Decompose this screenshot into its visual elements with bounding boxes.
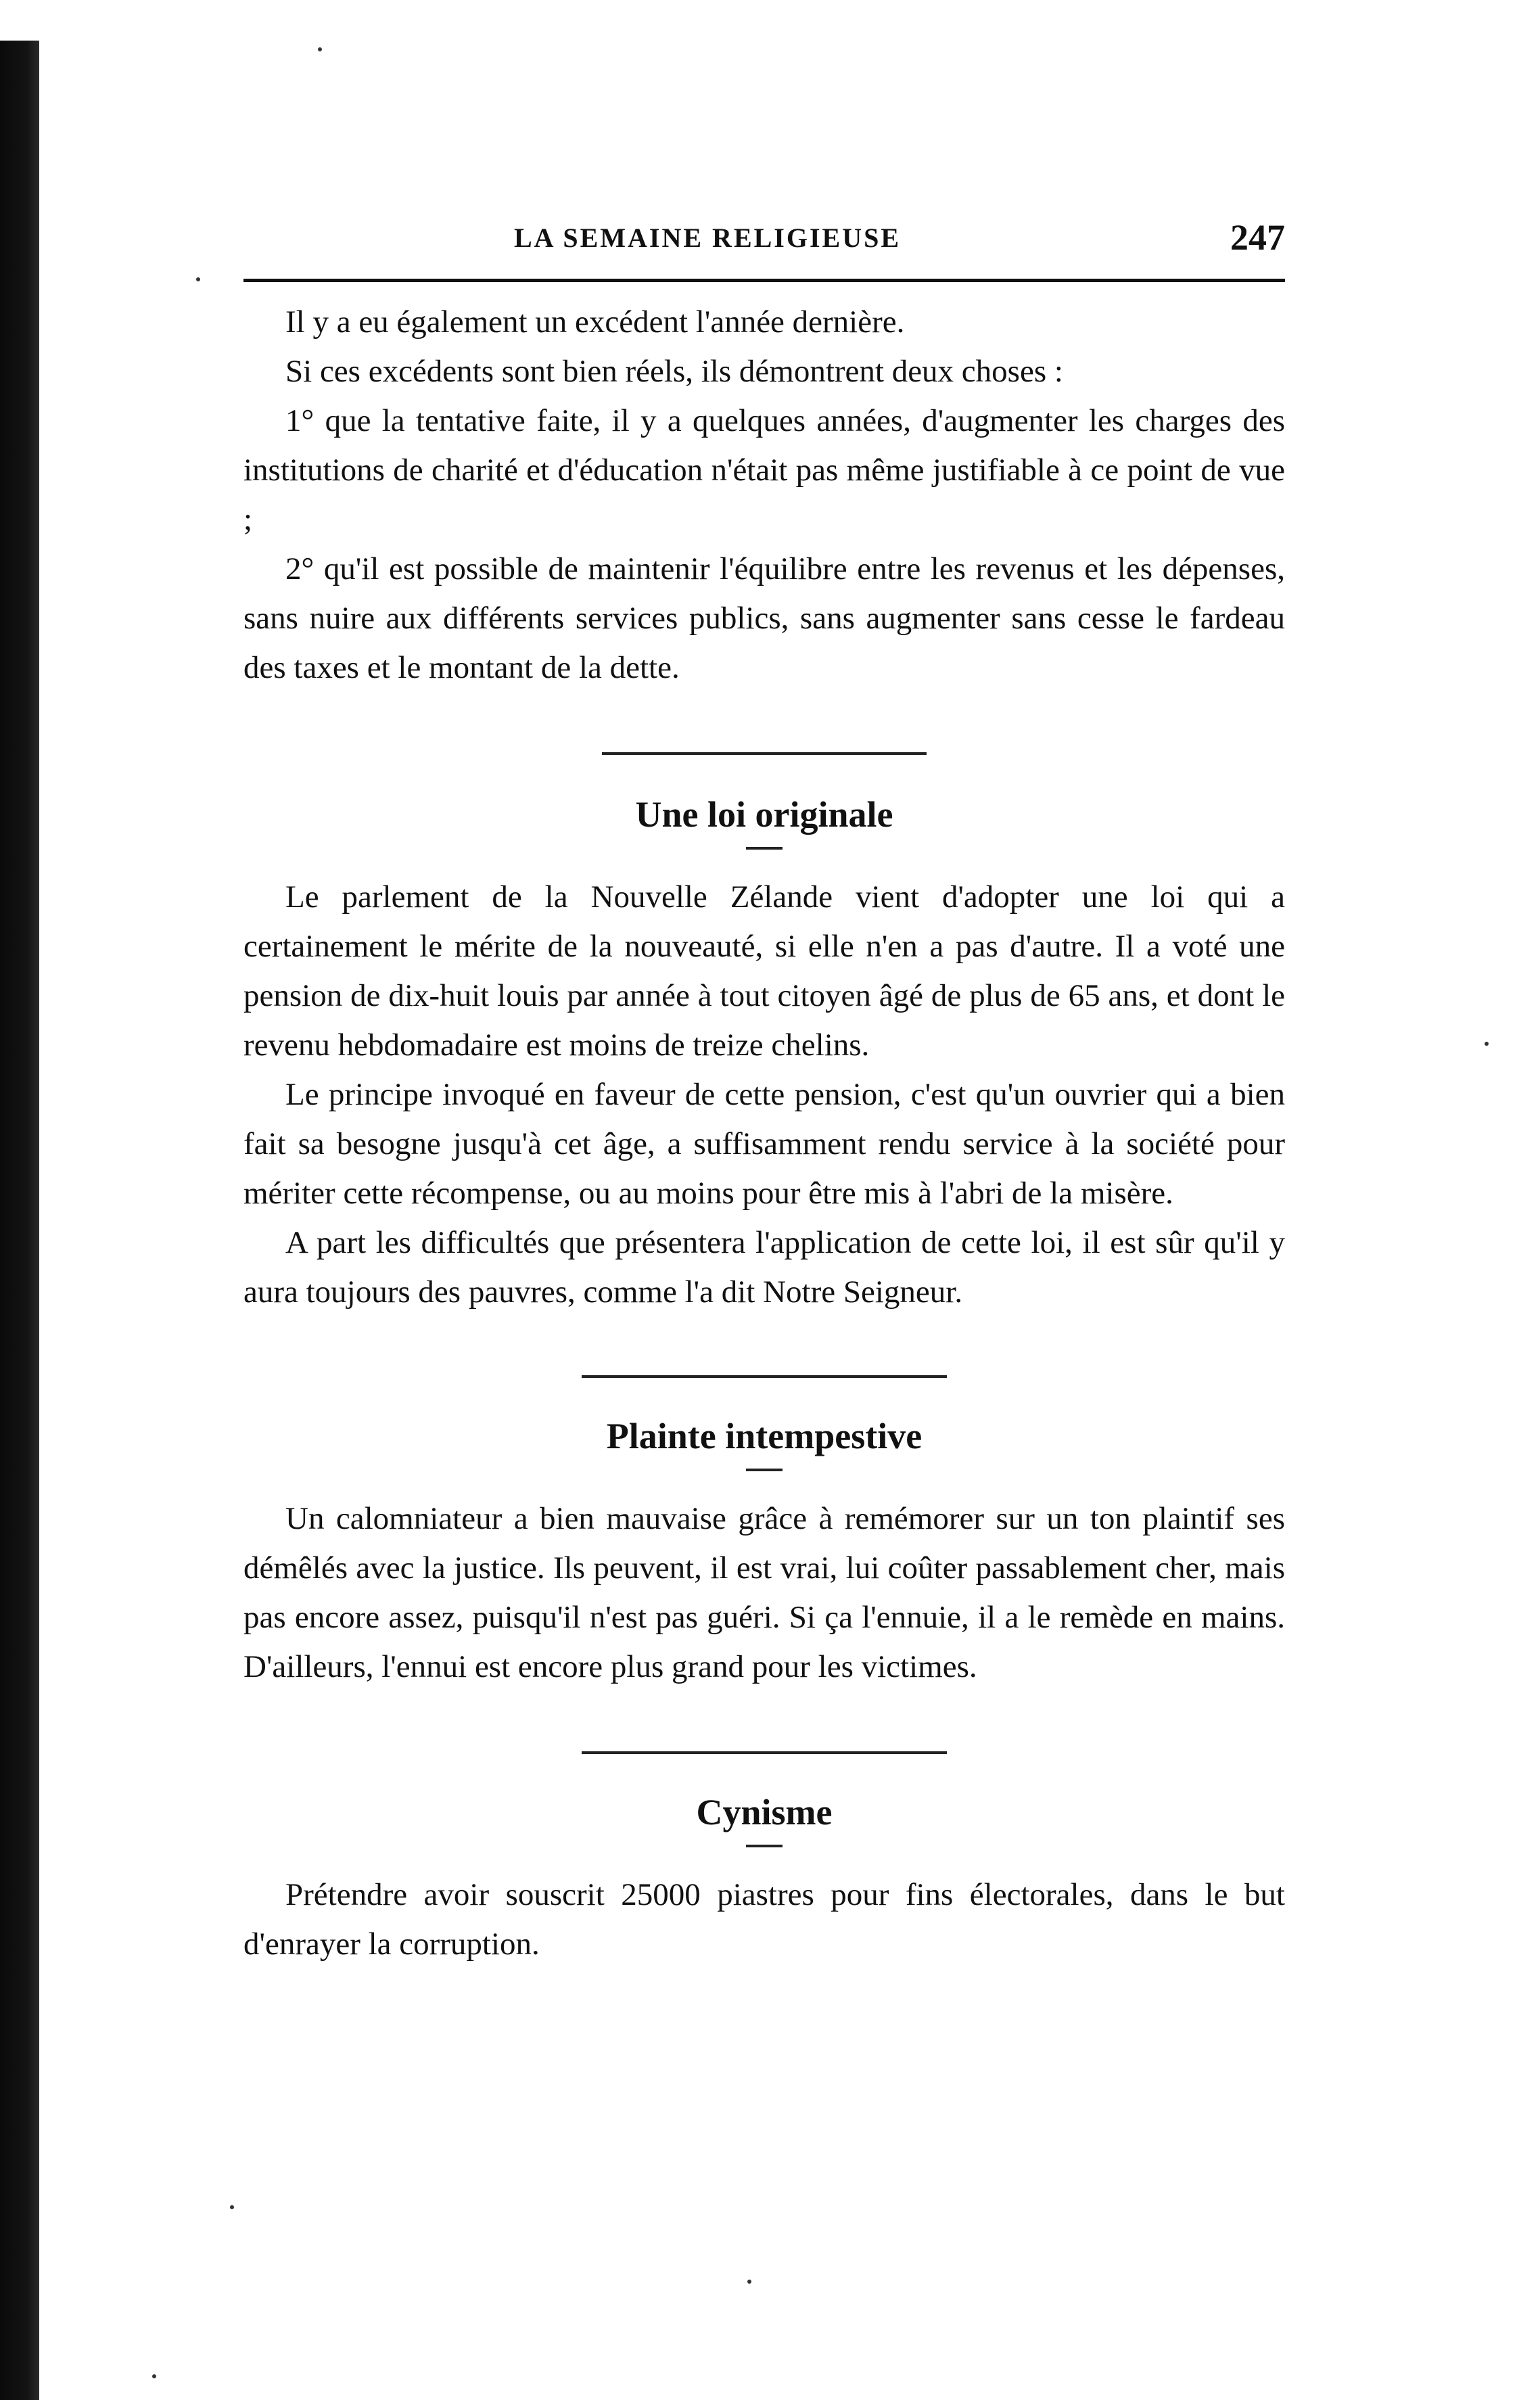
article-paragraph: A part les difficultés que présentera l'application de cette loi, il est sûr qu'il y aura toujours des pauvres, comme l'a dit Notre Seigneur. <box>243 1225 1285 1310</box>
article-paragraph: Prétendre avoir souscrit 25000 piastres pour fins électorales, dans le but d'enrayer la corruption. <box>243 1877 1285 1962</box>
section-title: Une loi originale <box>635 794 893 835</box>
running-header <box>243 216 1285 271</box>
scan-speck <box>318 47 322 51</box>
scan-speck <box>747 2280 751 2284</box>
header-rule <box>243 279 1285 282</box>
intro-paragraph: Il y a eu également un excédent l'année dernière. <box>285 304 905 340</box>
section-title: Cynisme <box>696 1792 833 1832</box>
title-dash <box>746 1845 783 1847</box>
article-paragraph: Le principe invoqué en faveur de cette pension, c'est qu'un ouvrier qui a bien fait sa besogne jusqu'à cet âge, a suffisamment rendu service à la société pour mériter cette récompense, ou au moins pour être mis à l'abri de la misère. <box>243 1077 1285 1211</box>
article-cynisme <box>243 1788 1285 1969</box>
intro-paragraph: Si ces excédents sont bien réels, ils démontrent deux choses : <box>285 354 1063 389</box>
scan-speck <box>230 2205 234 2209</box>
page-body <box>243 298 1285 1969</box>
section-title: Plainte intempestive <box>606 1416 923 1456</box>
title-dash <box>746 1469 783 1471</box>
article-plainte-intempestive <box>243 1412 1285 1692</box>
article-paragraph: Le parlement de la Nouvelle Zélande vient d'adopter une loi qui a certainement le mérite de la nouveauté, si elle n'en a pas d'autre. Il a voté une pension de dix-huit louis par année à tout citoyen âgé de plus de 65 ans, et dont le revenu hebdomadaire est moins de treize chelins. <box>243 879 1285 1063</box>
article-une-loi-originale <box>243 790 1285 1317</box>
scan-speck <box>1485 1042 1489 1046</box>
intro-section <box>243 298 1285 693</box>
page-number: 247 <box>1230 217 1285 258</box>
section-divider <box>602 752 927 755</box>
section-divider <box>582 1375 947 1378</box>
title-dash <box>746 847 783 850</box>
intro-paragraph: 1° que la tentative faite, il y a quelques années, d'augmenter les charges des institutions de charité et d'éducation n'était pas même justifiable à ce point de vue ; <box>243 403 1285 537</box>
running-title: LA SEMAINE RELIGIEUSE <box>514 223 902 253</box>
article-paragraph: Un calomniateur a bien mauvaise grâce à remémorer sur un ton plaintif ses démêlés avec la justice. Ils peuvent, il est vrai, lui coûter passablement cher, mais pas encore assez, puisqu'il n'est pas guéri. Si ça l'ennuie, il a le remède en mains. D'ailleurs, l'ennui est encore plus grand pour les victimes. <box>243 1501 1285 1684</box>
section-divider <box>582 1751 947 1754</box>
scan-speck <box>152 2374 156 2378</box>
page-binding-edge <box>0 41 39 2400</box>
scan-speck <box>196 277 200 281</box>
intro-paragraph: 2° qu'il est possible de maintenir l'équilibre entre les revenus et les dépenses, sans nuire aux différents services publics, sans augmenter sans cesse le fardeau des taxes et le montant de la dette. <box>243 551 1285 685</box>
